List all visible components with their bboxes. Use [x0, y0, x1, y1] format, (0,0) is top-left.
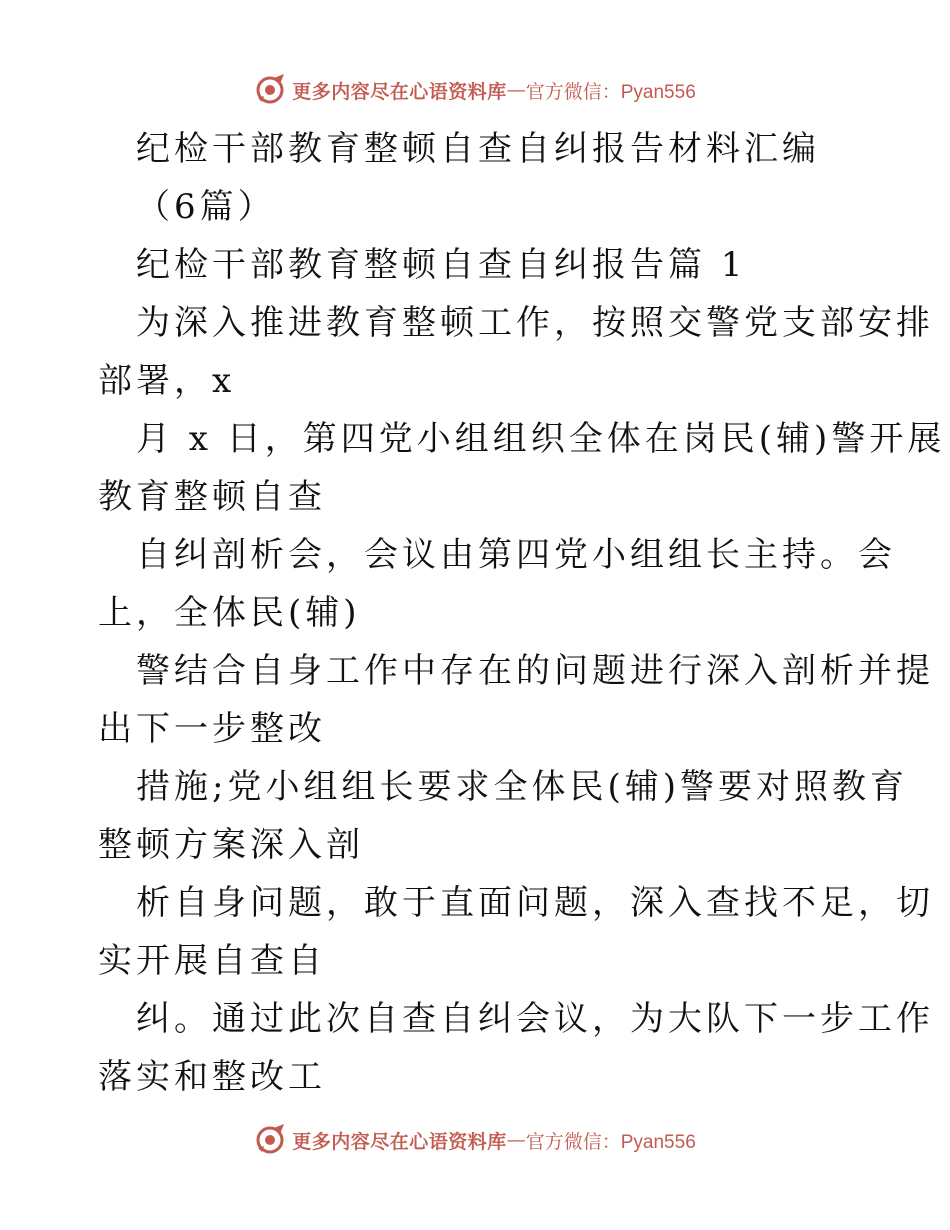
header-banner-separator: — [506, 79, 526, 101]
footer-banner [0, 1120, 950, 1160]
footer-banner-wechat: 官方微信：Pyan556 [525, 1131, 696, 1153]
paragraph-line: 为深入推进教育整顿工作，按照交警党支部安排 [136, 303, 934, 343]
paragraph-line: 措施;党小组组长要求全体民(辅)警要对照教育 [136, 767, 908, 807]
document-title: 纪检干部教育整顿自查自纠报告材料汇编 [136, 129, 820, 169]
paragraph-line: 月 x 日，第四党小组组织全体在岗民(辅)警开展 [136, 419, 946, 459]
paragraph-line: 落实和整改工 [98, 1057, 326, 1097]
document-body [98, 120, 946, 1106]
brand-logo-icon [254, 1124, 286, 1156]
paragraph-line: 警结合自身工作中存在的问题进行深入剖析并提 [136, 651, 934, 691]
paragraph-line: 教育整顿自查 [98, 477, 326, 517]
paragraph-line: 部署，x [98, 361, 236, 401]
footer-banner-separator: — [506, 1129, 526, 1151]
paragraph-line: 上，全体民(辅) [98, 593, 361, 633]
paragraph-line: 出下一步整改 [98, 709, 326, 749]
document-subtitle: （6篇） [136, 187, 276, 227]
header-banner-wechat: 官方微信：Pyan556 [525, 81, 696, 103]
paragraph-line: 实开展自查自 [98, 941, 326, 981]
paragraph-line: 整顿方案深入剖 [98, 825, 364, 865]
paragraph-line: 析自身问题，敢于直面问题，深入查找不足，切 [136, 883, 934, 923]
paragraph-line: 纠。通过此次自查自纠会议，为大队下一步工作 [136, 999, 934, 1039]
paragraph-line: 自纠剖析会，会议由第四党小组组长主持。会 [136, 535, 896, 575]
header-banner-text: 更多内容尽在心语资料库 [292, 80, 507, 103]
footer-banner-text: 更多内容尽在心语资料库 [292, 1130, 507, 1153]
section-heading: 纪检干部教育整顿自查自纠报告篇 1 [136, 245, 747, 285]
brand-logo-icon [254, 74, 286, 106]
header-banner [0, 70, 950, 110]
